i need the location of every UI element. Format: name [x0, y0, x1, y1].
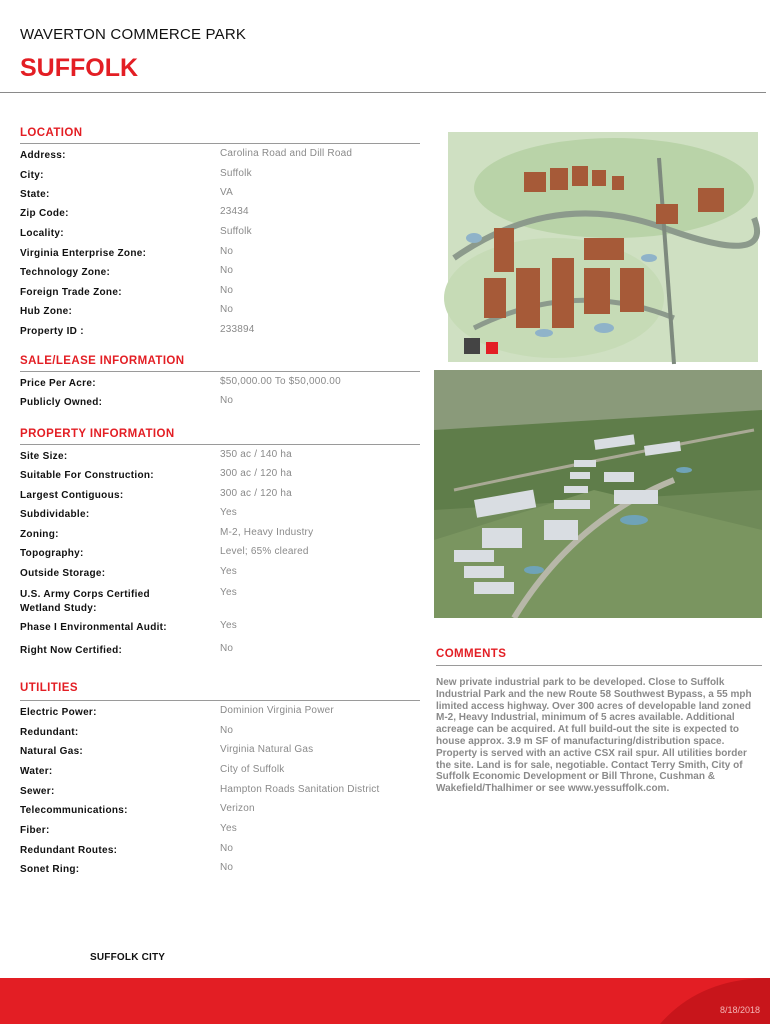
row-value: No [220, 862, 234, 873]
row-value: Yes [220, 620, 237, 631]
utilities-divider [20, 700, 420, 701]
row-value: Hampton Roads Sanitation District [220, 784, 380, 795]
row-label: Publicly Owned: [20, 397, 103, 408]
row-label: Suitable For Construction: [20, 470, 154, 481]
location-heading: LOCATION [20, 127, 83, 139]
row-value: Yes [220, 587, 237, 598]
row-value: Dominion Virginia Power [220, 705, 334, 716]
row-value: City of Suffolk [220, 764, 285, 775]
row-value: Level; 65% cleared [220, 546, 309, 557]
row-value: No [220, 304, 234, 315]
aerial-rendering-image [434, 370, 762, 618]
page-title: SUFFOLK [20, 54, 139, 82]
row-label: Redundant: [20, 727, 79, 738]
row-value: No [220, 265, 234, 276]
row-value: 350 ac / 140 ha [220, 449, 292, 460]
row-label: Hub Zone: [20, 306, 73, 317]
row-label: Natural Gas: [20, 746, 84, 757]
row-value: Carolina Road and Dill Road [220, 148, 353, 159]
row-label: State: [20, 189, 50, 200]
row-label: Sonet Ring: [20, 864, 80, 875]
row-value: $50,000.00 To $50,000.00 [220, 376, 341, 387]
row-label: Water: [20, 766, 53, 777]
row-label: Technology Zone: [20, 267, 111, 278]
row-label: Zip Code: [20, 208, 69, 219]
row-value: 300 ac / 120 ha [220, 468, 292, 479]
row-label: Price Per Acre: [20, 378, 96, 389]
row-label: Address: [20, 150, 66, 161]
row-value: Yes [220, 507, 237, 518]
property-row [20, 588, 420, 618]
sale-lease-heading: SALE/LEASE INFORMATION [20, 355, 185, 367]
row-value: M-2, Heavy Industry [220, 527, 314, 538]
row-label: Electric Power: [20, 707, 97, 718]
row-label: Subdividable: [20, 509, 90, 520]
row-value: 23434 [220, 206, 249, 217]
footer-date: 8/18/2018 [719, 1005, 760, 1015]
property-heading: PROPERTY INFORMATION [20, 428, 175, 440]
park-name: WAVERTON COMMERCE PARK [20, 26, 247, 43]
header-divider [0, 92, 766, 93]
row-label: Right Now Certified: [20, 645, 123, 656]
row-value: 300 ac / 120 ha [220, 488, 292, 499]
row-label-line-2: Wetland Study: [20, 603, 97, 614]
row-value: Yes [220, 566, 237, 577]
row-value: VA [220, 187, 233, 198]
row-label-line-1: U.S. Army Corps Certified [20, 589, 150, 600]
row-label: Foreign Trade Zone: [20, 287, 122, 298]
row-label [20, 588, 210, 616]
row-label: Topography: [20, 548, 84, 559]
row-label: Locality: [20, 228, 64, 239]
row-label: Largest Contiguous: [20, 490, 124, 501]
comments-heading: COMMENTS [436, 648, 507, 660]
row-label: Sewer: [20, 786, 55, 797]
row-label: Virginia Enterprise Zone: [20, 248, 147, 259]
row-value: No [220, 643, 234, 654]
comments-text: New private industrial park to be developed. Close to Suffolk Industrial Park and the new Route 58 Southwest Bypass, a 55 mph limited access highway. Over 300 acres of developable land zoned M-2, Heavy Industrial, minimum of 5 acres available. Additional acreage can be acquired. At full build-out the site is expected to house approx. 3.9 m SF of manufacturing/distribution space. Property is served with an active CSX rail spur. All utilities border the site. Land is for sale, negotiable. Contact Terry Smith, City of Suffolk Economic Development or Bill Throne, Cushman & Wakefield/Thalhimer or see www.yessuffolk.com. [436, 677, 752, 795]
row-value: Virginia Natural Gas [220, 744, 314, 755]
row-label: Phase I Environmental Audit: [20, 622, 167, 633]
property-divider [20, 444, 420, 445]
row-value: No [220, 725, 234, 736]
comments-divider [436, 665, 762, 666]
sale-lease-divider [20, 371, 420, 372]
row-label: City: [20, 170, 44, 181]
row-value: No [220, 285, 234, 296]
row-value: Suffolk [220, 226, 252, 237]
row-value: No [220, 843, 234, 854]
footer-locality-label: SUFFOLK CITY [90, 952, 166, 963]
row-value: 233894 [220, 324, 255, 335]
row-label: Outside Storage: [20, 568, 106, 579]
row-value: Yes [220, 823, 237, 834]
row-value: No [220, 246, 234, 257]
location-divider [20, 143, 420, 144]
row-label: Telecommunications: [20, 805, 128, 816]
row-value: Suffolk [220, 168, 252, 179]
row-label: Site Size: [20, 451, 68, 462]
row-label: Redundant Routes: [20, 845, 118, 856]
row-value: No [220, 395, 234, 406]
row-label: Property ID : [20, 326, 84, 337]
footer-band [0, 978, 770, 1024]
row-label: Zoning: [20, 529, 59, 540]
row-value: Verizon [220, 803, 255, 814]
utilities-heading: UTILITIES [20, 682, 78, 694]
site-plan-image [434, 128, 762, 366]
row-label: Fiber: [20, 825, 50, 836]
